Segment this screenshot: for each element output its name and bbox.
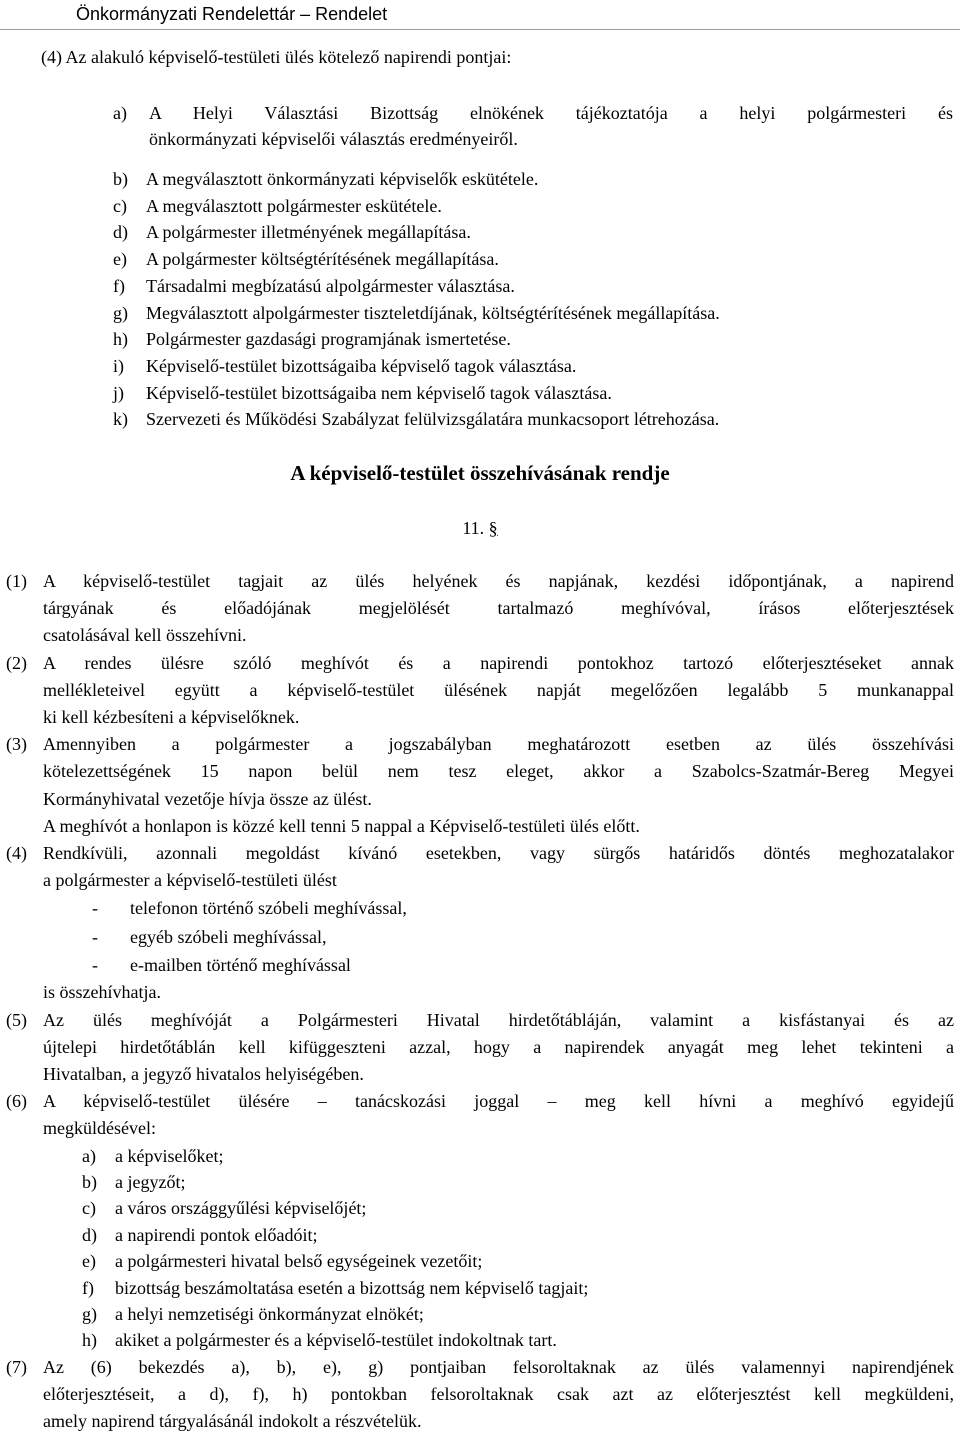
paragraph-2: (2) A rendes ülésre szóló meghívót és a napirendi pontokhoz tartozó előterjesztéseket annak mellékleteivel együtt a képviselő-testület ülésének napját megelőzően legalább 5 munkanappal ki kell kézbesíteni a képviselőknek. [6,652,954,728]
list-item: c) a város országgyűlési képviselőjét; [82,1198,367,1219]
block4-intro: (4) Az alakuló képviselő-testületi ülés kötelező napirendi pontjai: [41,47,512,67]
paragraph-1: (1) A képviselő-testület tagjait az ülés helyének és napjának, kezdési időpontjának, a napirend tárgyának és előadójának megjelölését tartalmazó meghívóval, írásos előterjesztések csatolásával kell összehívni. [6,571,954,646]
paragraph-5: (5) Az ülés meghívóját a Polgármesteri Hivatal hirdetőtábláján, valamint a kisfástanyai és az újtelepi hirdetőtáblán kell kifüggeszteni azzal, hogy a napirendek anyagát meg lehet tekinteni a Hivatalban, a jegyző hivatalos helyiségében. [6,1009,954,1084]
header-title: Önkormányzati Rendelettár – Rendelet [76,4,388,24]
list-item: c) A megválasztott polgármester eskütétele. [113,195,442,216]
section-title: A képviselő-testület összehívásának rendje [290,461,670,485]
list-item: g) Megválasztott alpolgármester tiszteletdíjának, költségtérítésének megállapítása. [113,302,720,323]
list-item: a) a képviselőket; [82,1145,224,1166]
list-item: d) A polgármester illetményének megállapítása. [113,222,471,243]
block4-item-a [113,100,953,152]
list-item: e) A polgármester költségtérítésének megállapítása. [113,249,499,270]
block4-list [113,166,720,433]
list-item: g) a helyi nemzetiségi önkormányzat elnökét; [82,1303,424,1324]
list-item: f) bizottság beszámoltatása esetén a bizottság nem képviselő tagjait; [82,1277,589,1298]
paragraph-4: (4) Rendkívüli, azonnali megoldást kívánó esetekben, vagy sürgős határidős döntés meghozatalakor a polgármester a képviselő-testületi ülést - telefonon történő szóbeli meghívással, - egyéb szóbeli meghívással, - e-mailben történő meghívással is összehívhatja. [6,843,954,1003]
list-item: b) a jegyzőt; [82,1171,186,1192]
p6-list [6,1143,954,1354]
item-text: A Helyi Választási Bizottság elnökének tájékoztatója a helyi polgármesteri és [149,103,953,123]
list-item: f) Társadalmi megbízatású alpolgármester választása. [113,275,515,296]
section-symbol: § [488,518,498,538]
list-item: k) Szervezeti és Működési Szabályzat felülvizsgálatára munkacsoport létrehozása. [113,409,720,430]
list-item: h) Polgármester gazdasági programjának ismertetése. [113,329,511,350]
paragraph-7: (7) Az (6) bekezdés a), b), e), g) pontjaiban felsoroltaknak az ülés valamennyi napirendjének előterjesztéseit, a d), f), h) pontokban felsoroltaknak csak azt az előterjesztést kell megküldeni, amely napirend tárgyalásánál indokolt a részvételük. [6,1356,954,1432]
list-item: i) Képviselő-testület bizottságaiba képviselő tagok választása. [113,355,577,376]
list-item: e) a polgármesteri hivatal belső egységeinek vezetőit; [82,1251,483,1272]
section-number: 11. § [462,518,498,538]
list-item: h) akiket a polgármester és a képviselő-testület indokoltnak tart. [82,1330,557,1351]
list-item: b) A megválasztott önkormányzati képviselők eskütétele. [113,169,539,189]
paragraphs [6,568,954,1435]
list-item: d) a napirendi pontok előadóit; [82,1224,318,1245]
list-item: j) Képviselő-testület bizottságaiba nem képviselő tagok választása. [113,382,612,403]
item-text-cont: önkormányzati képviselői választás eredményeiről. [149,129,518,149]
dash-item: - egyéb szóbeli meghívással, [92,926,327,947]
item-label: a) [113,103,127,123]
paragraph-6: (6) A képviselő-testület ülésére – tanácskozási joggal – meg kell hívni a meghívó egyidejű megküldésével: a) a képviselőket; b) a jegyzőt; c) a város országgyűlési képviselőjét; d) a napirendi pontok előadóit; e) a polgármesteri hivatal belső egységeinek vezetőit; f) bizottság beszámoltatása esetén a bizottság nem képviselő tagjait; g) a helyi nemzetiségi önkormányzat elnökét; h) akiket a polgármester és a képviselő-testület indokoltnak tart. [6,1088,954,1354]
paragraph-3: (3) Amennyiben a polgármester a jogszabályban meghatározott esetben az ülés összehívási kötelezettségének 15 napon belül nem tesz eleget, akkor a Szabolcs-Szatmár-Bereg Megyei Kormányhivatal vezetője hívja össze az ülést. A meghívót a honlapon is közzé kell tenni 5 nappal a Képviselő-testületi ülés előtt. [6,734,954,836]
dash-item: - e-mailben történő meghívással [92,955,351,976]
dash-item: - telefonon történő szóbeli meghívással, [92,898,407,919]
